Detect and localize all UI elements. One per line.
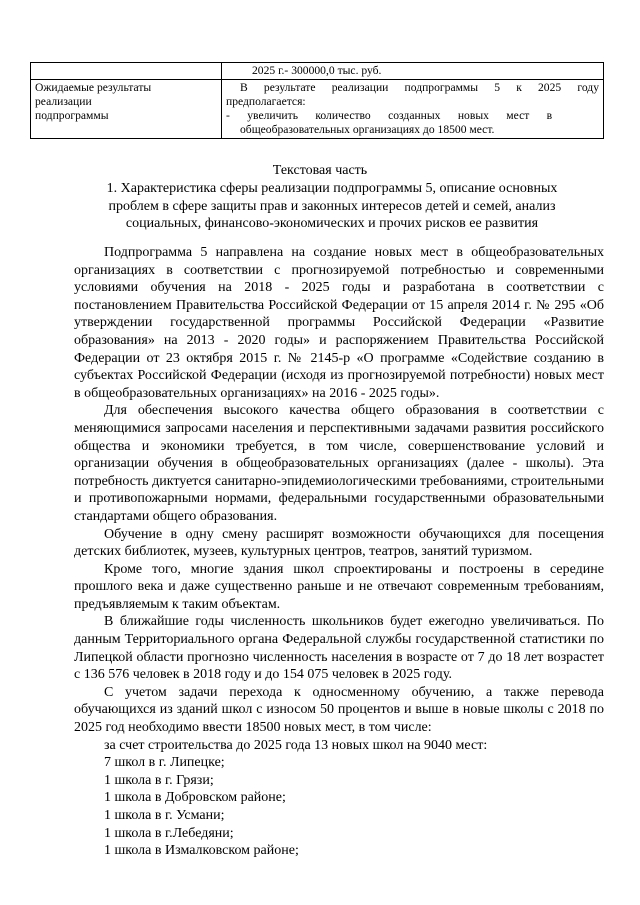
results-line: предполагается: — [226, 95, 306, 108]
list-item: 1 школа в Добровском районе; — [104, 790, 286, 806]
table-cell — [222, 63, 604, 80]
paragraph: Подпрограмма 5 направлена на создание новых мест в общеобразовательных организациях в соответствии с прогнозируемой потребностью и современными условиями обучения на 2018 - 2025 годы и разработана в соответствии с постановлением Правительства Российской Федерации от 15 апреля 2014 г. № 295 «Об утверждении государственной программы Российской Федерации «Развитие образования» на 2013 - 2020 годы» и распоряжением Правительства Российской Федерации от 23 октября 2015 г. № 2145-р «О программе «Содействие созданию в субъектах Российской Федерации (исходя из прогнозируемой потребности) новых мест в общеобразовательных организациях» на 2016 - 2025 годы». — [74, 245, 604, 401]
paragraph: С учетом задачи перехода к односменному обучению, а также перевода обучающихся из зданий школ с износом 50 процентов и выше в новые школы с 2018 по 2025 год необходимо ввести 18500 новых мест, в том числе: — [74, 684, 604, 736]
list-item: 1 школа в Измалковском районе; — [104, 843, 299, 859]
label-line: подпрограммы — [35, 109, 109, 122]
label-line: реализации — [35, 95, 92, 108]
table-cell — [31, 63, 222, 80]
list-item: 1 школа в г. Усмани; — [104, 808, 225, 823]
expected-results-value-cell — [222, 80, 604, 139]
paragraph: В ближайшие годы численность школьников будет ежегодно увеличиваться. По данным Территориального органа Федеральной службы государственной статистики по Липецкой области прогнозно численность населения в возрасте от 7 до 18 лет возрастет с 136 576 человек в 2018 году и до 154 075 человек в 2025 году. — [74, 614, 604, 683]
list-item: 1 школа в г. Грязи; — [104, 772, 214, 788]
document-body — [74, 244, 604, 860]
heading-line: проблем в сфере защиты прав и законных интересов детей и семей, анализ — [108, 198, 556, 214]
heading-line: социальных, финансово-экономических и прочих рисков ее развития — [125, 216, 539, 231]
paragraph: Обучение в одну смену расширят возможности обучающихся для посещения детских библиотек, музеев, культурных центров, театров, занятий туризмом. — [74, 526, 604, 560]
expected-results-label-cell — [31, 80, 222, 139]
results-line: - увеличить количество созданных новых мест в — [226, 109, 553, 122]
results-line: В результате реализации подпрограммы 5 к 2025 году — [240, 81, 599, 94]
section-heading — [82, 180, 582, 233]
results-line: общеобразовательных организациях до 18500 мест. — [240, 123, 495, 136]
paragraph: Для обеспечения высокого качества общего образования в соответствии с меняющимися запросами населения и перспективными задачами развития российского общества и экономики требуется, в том числе, совершенствование условий и организации обучения в общеобразовательных организациях (далее - школы). Эта потребность диктуется санитарно-эпидемиологическими требованиями, строительными и противопожарными нормами, федеральными государственными образовательными стандартами общего образования. — [74, 403, 604, 524]
heading-line: 1. Характеристика сферы реализации подпрограммы 5, описание основных — [106, 181, 558, 196]
list-intro: за счет строительства до 2025 года 13 новых школ на 9040 мест: — [104, 737, 488, 753]
table-row — [31, 63, 604, 80]
list-item: 7 школ в г. Липецке; — [104, 755, 225, 771]
paragraph: Кроме того, многие здания школ спроектированы и построены в середине прошлого века и даже существенно раньше и не отвечают современным требованиям, предъявляемым к таким объектам. — [74, 561, 604, 612]
label-line: Ожидаемые результаты — [35, 81, 152, 94]
table-row — [31, 80, 604, 139]
subprogram-passport-table — [30, 62, 604, 139]
list-item: 1 школа в г.Лебедяни; — [104, 825, 234, 841]
funding-2025-text: 2025 г.- 300000,0 тыс. руб. — [252, 64, 382, 77]
section-title: Текстовая часть — [272, 163, 368, 178]
